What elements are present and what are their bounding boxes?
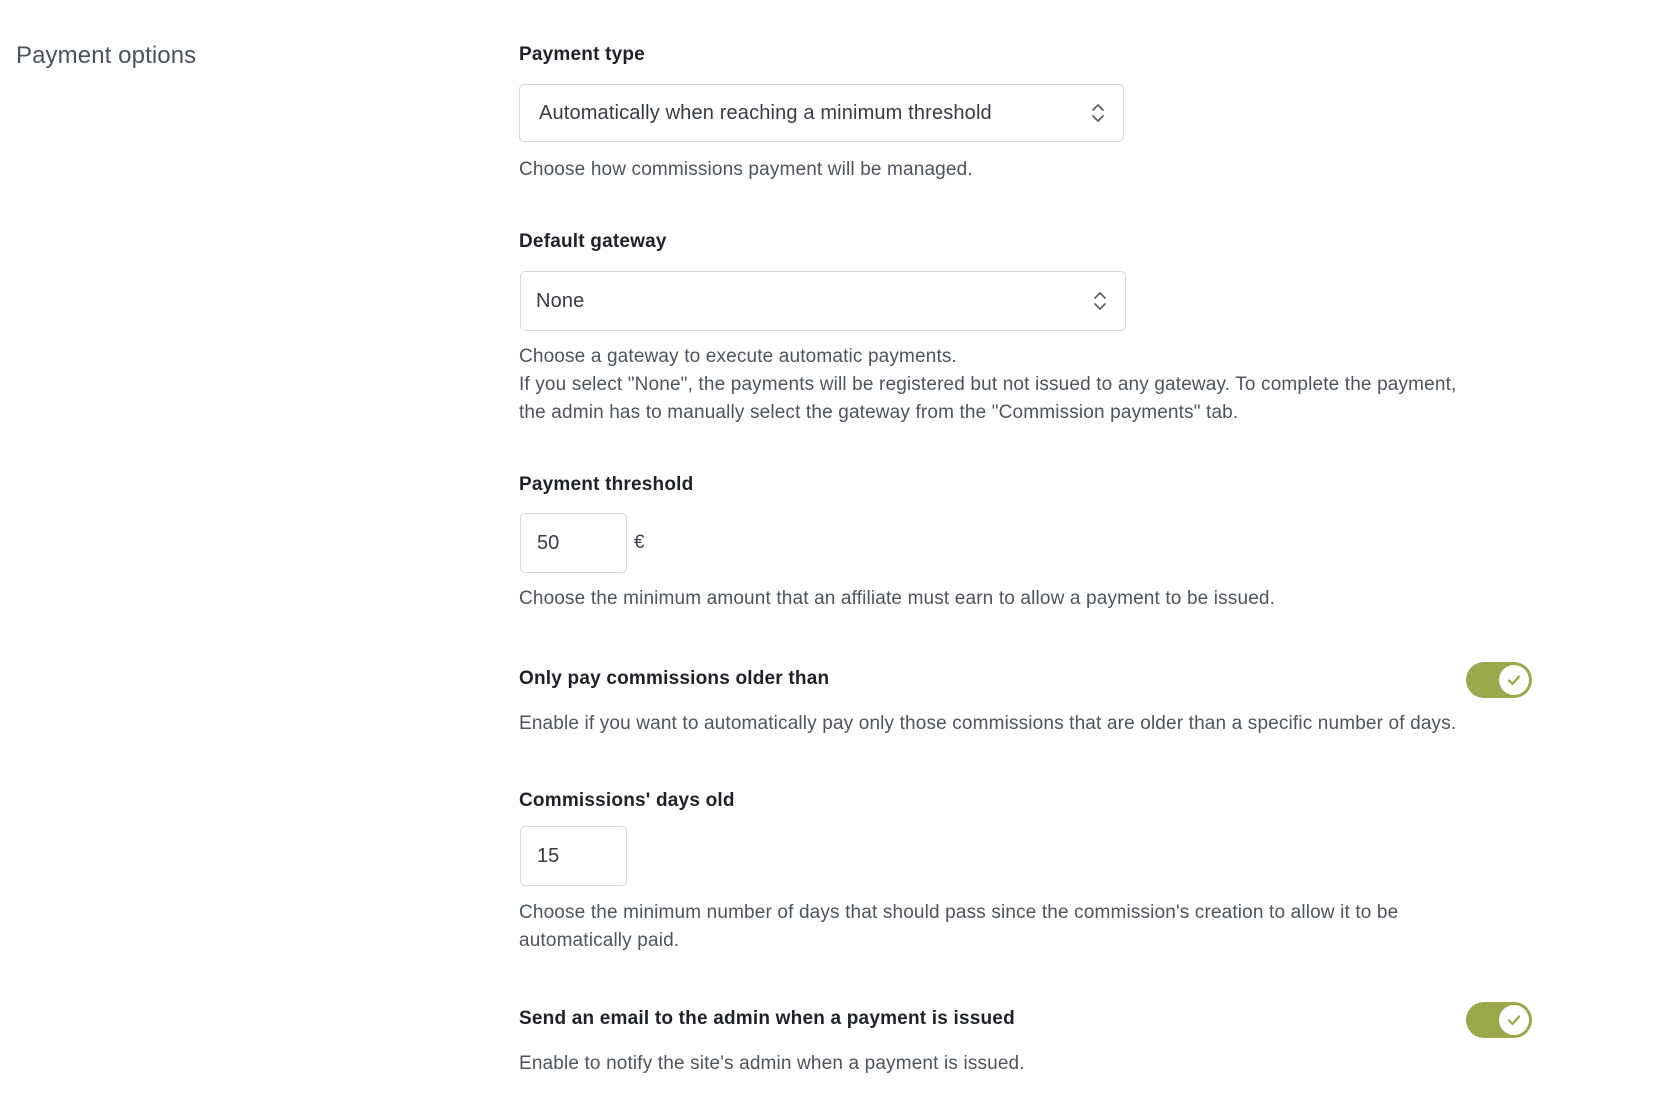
toggle-knob: [1499, 1005, 1529, 1035]
toggle-knob: [1499, 665, 1529, 695]
only-pay-older-label: Only pay commissions older than: [519, 668, 830, 689]
payment-type-description: Choose how commissions payment will be managed.: [519, 159, 973, 180]
currency-symbol: €: [634, 532, 645, 553]
payment-threshold-label: Payment threshold: [519, 474, 694, 495]
payment-type-selected-value: Automatically when reaching a minimum threshold: [539, 102, 992, 124]
days-old-label: Commissions' days old: [519, 790, 735, 811]
days-old-value: 15: [537, 845, 560, 867]
chevron-up-down-icon: [1093, 290, 1107, 312]
check-icon: [1507, 1013, 1521, 1027]
default-gateway-description-line: If you select "None", the payments will be registered but not issued to any gateway. To complete the payment,: [519, 374, 1457, 395]
default-gateway-selected-value: None: [536, 290, 585, 312]
days-old-description: [519, 899, 1398, 955]
default-gateway-description-line: the admin has to manually select the gateway from the "Commission payments" tab.: [519, 402, 1239, 423]
only-pay-older-description: Enable if you want to automatically pay only those commissions that are older than a specific number of days.: [519, 713, 1457, 734]
payment-threshold-description: Choose the minimum amount that an affiliate must earn to allow a payment to be issued.: [519, 588, 1276, 609]
payment-threshold-input[interactable]: [520, 513, 627, 573]
only-pay-older-toggle[interactable]: [1466, 662, 1532, 698]
payment-type-select[interactable]: [519, 84, 1124, 142]
days-old-description-line: Choose the minimum number of days that should pass since the commission's creation to allow it to be: [519, 902, 1399, 923]
send-email-toggle[interactable]: [1466, 1002, 1532, 1038]
payment-threshold-value: 50: [537, 532, 560, 554]
chevron-up-down-icon: [1091, 102, 1105, 124]
payment-type-label: Payment type: [519, 44, 645, 65]
days-old-description-line: automatically paid.: [519, 930, 680, 951]
default-gateway-select[interactable]: [520, 271, 1126, 331]
check-icon: [1507, 673, 1521, 687]
section-title: Payment options: [16, 42, 197, 69]
send-email-description: Enable to notify the site's admin when a payment is issued.: [519, 1053, 1025, 1074]
default-gateway-label: Default gateway: [519, 231, 667, 252]
send-email-label: Send an email to the admin when a payment is issued: [519, 1008, 1015, 1029]
default-gateway-description-line: Choose a gateway to execute automatic payments.: [519, 346, 957, 367]
days-old-input[interactable]: [520, 826, 627, 886]
default-gateway-description: [519, 343, 1456, 427]
